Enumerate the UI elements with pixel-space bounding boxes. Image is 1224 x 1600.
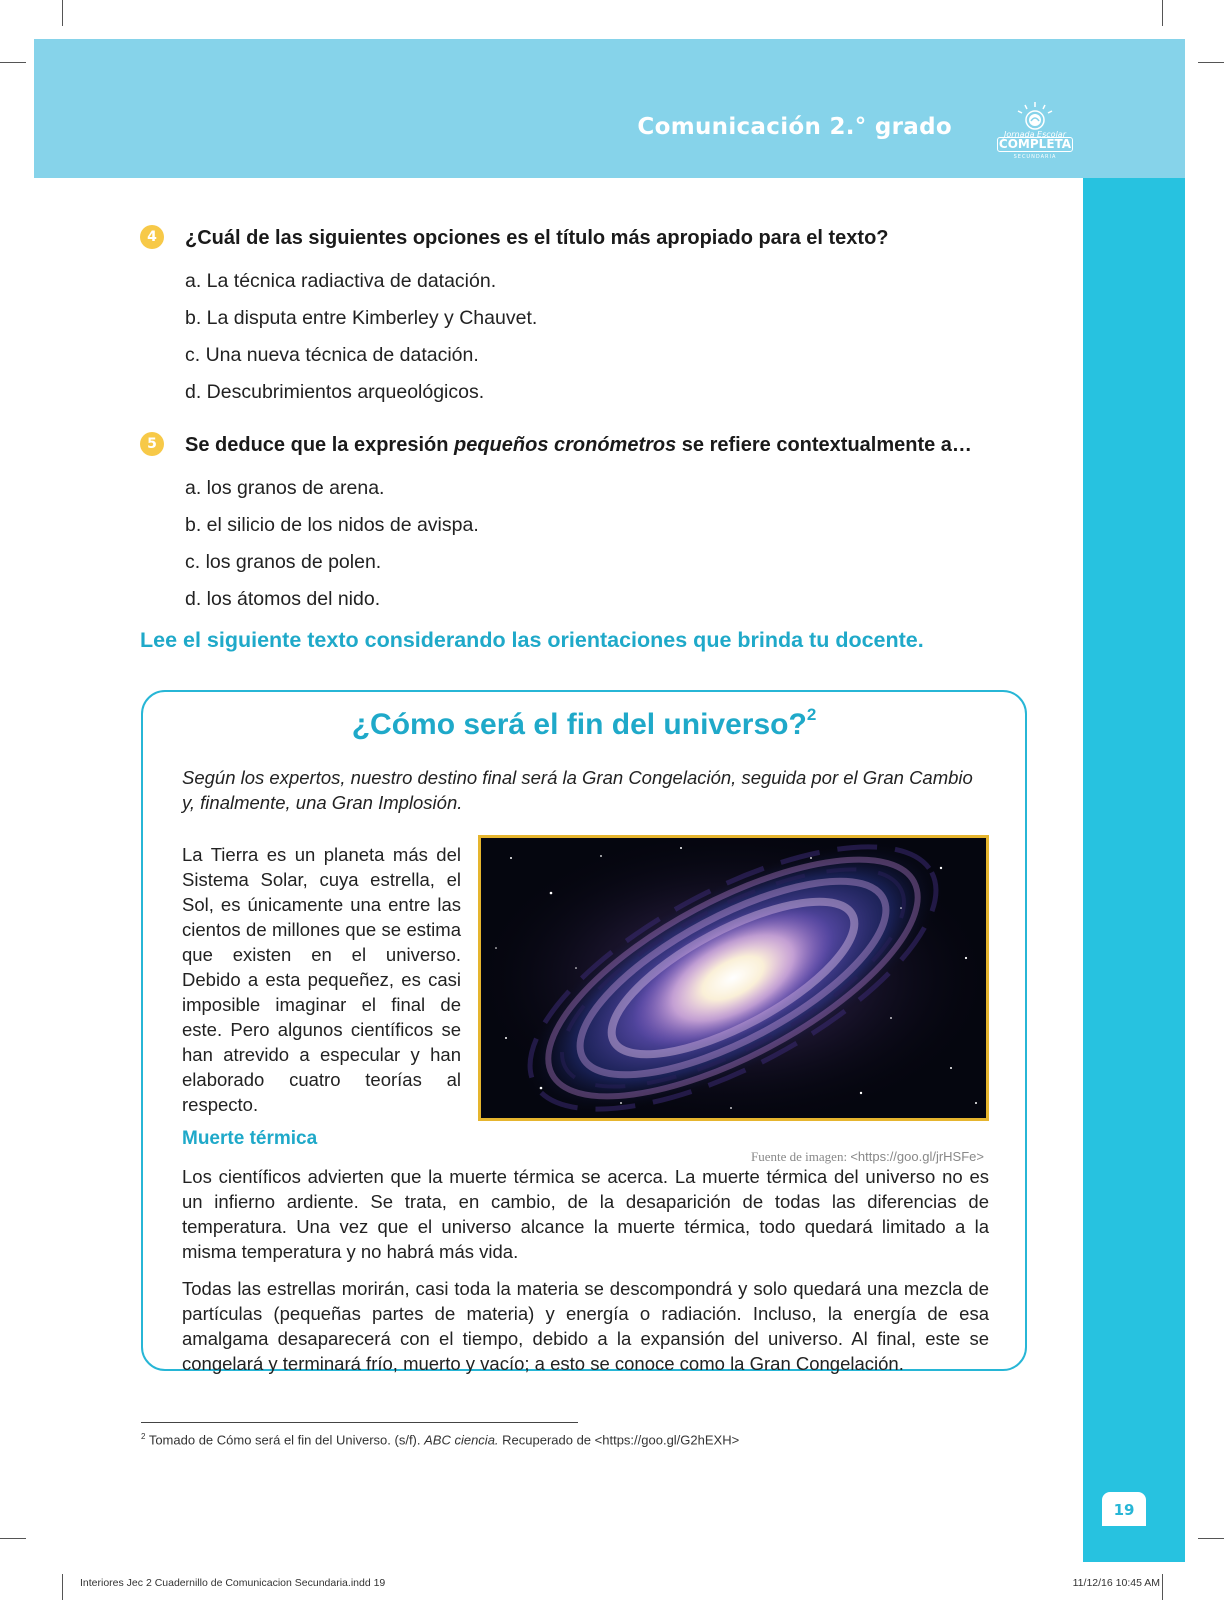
crop-mark bbox=[0, 1538, 26, 1539]
print-slug-left: Interiores Jec 2 Cuadernillo de Comunicacion Secundaria.indd 19 bbox=[80, 1577, 386, 1589]
option-d: d. Descubrimientos arqueológicos. bbox=[185, 381, 485, 403]
print-slug-right: 11/12/16 10:45 AM bbox=[1072, 1577, 1160, 1589]
footnote bbox=[141, 1432, 739, 1447]
paragraph-1: La Tierra es un planeta más del Sistema Solar, cuya estrella, el Sol, es únicamente una entre las cientos de millones que se estima que existen en el universo. Debido a esta pequeñez, es casi imposible imaginar el final de este. Pero algunos científicos se han atrevido a especular y han elaborado cuatro teorías al respecto. bbox=[182, 844, 461, 1115]
option-b: b. el silicio de los nidos de avispa. bbox=[185, 514, 479, 536]
header-title: Comunicación 2.° grado bbox=[637, 114, 952, 140]
question-number-badge: 5 bbox=[140, 432, 164, 456]
image-source-label: Fuente de imagen: bbox=[751, 1149, 851, 1164]
crop-mark bbox=[0, 62, 26, 63]
option-a: a. los granos de arena. bbox=[185, 477, 385, 499]
question-text: ¿Cuál de las siguientes opciones es el título más apropiado para el texto? bbox=[185, 227, 889, 249]
option-c: c. Una nueva técnica de datación. bbox=[185, 344, 479, 366]
option-list bbox=[185, 263, 537, 411]
option-list bbox=[185, 470, 479, 618]
footnote-marker: 2 bbox=[141, 1432, 146, 1441]
reading-title-text: ¿Cómo será el fin del universo? bbox=[351, 708, 807, 741]
reading-lead: Según los expertos, nuestro destino final será la Gran Congelación, seguida por el Gran Cambio y, finalmente, una Gran Implosión. bbox=[182, 767, 973, 813]
page-number: 19 bbox=[1102, 1492, 1146, 1526]
question-text bbox=[185, 434, 972, 457]
image-source-url: <https://goo.gl/jrHSFe> bbox=[850, 1149, 984, 1164]
footnote-divider bbox=[141, 1422, 578, 1423]
crop-mark bbox=[1198, 62, 1224, 63]
option-a: a. La técnica radiactiva de datación. bbox=[185, 270, 497, 292]
galaxy-illustration bbox=[481, 838, 986, 1118]
image-source bbox=[751, 1149, 984, 1165]
crop-mark bbox=[1162, 0, 1163, 26]
question-text-end: se refiere contextualmente a… bbox=[676, 434, 972, 456]
footnote-text-end: Recuperado de <https://goo.gl/G2hEXH> bbox=[498, 1432, 740, 1448]
option-d: d. los átomos del nido. bbox=[185, 588, 381, 610]
reading-instruction: Lee el siguiente texto considerando las orientaciones que brinda tu docente. bbox=[140, 628, 924, 652]
paragraph-2: Los científicos advierten que la muerte térmica se acerca. La muerte térmica del universo no es un infierno ardiente. Se trata, en cambio, de la desaparición de todas las diferencias de temperatura. Una vez que el universo alcance la muerte térmica, todo quedará limitado a la misma temperatura y no habrá más vida. bbox=[182, 1166, 989, 1262]
crop-mark bbox=[1198, 1538, 1224, 1539]
footnote-ref: 2 bbox=[806, 705, 817, 724]
crop-mark bbox=[1162, 1574, 1163, 1600]
sun-logo-icon bbox=[995, 100, 1075, 134]
logo-text-top: Jornada Escolar bbox=[1004, 130, 1066, 139]
question-number-badge: 4 bbox=[140, 225, 164, 249]
question-text-italic: pequeños cronómetros bbox=[453, 434, 677, 456]
reading-title bbox=[141, 705, 1027, 742]
jornada-completa-logo bbox=[995, 100, 1075, 162]
logo-text-main: COMPLETA bbox=[998, 137, 1072, 151]
crop-mark bbox=[62, 0, 63, 26]
option-b: b. La disputa entre Kimberley y Chauvet. bbox=[185, 307, 538, 329]
galaxy-image bbox=[478, 835, 989, 1121]
footnote-text-italic: ABC ciencia. bbox=[424, 1432, 499, 1448]
option-c: c. los granos de polen. bbox=[185, 551, 382, 573]
side-band bbox=[1083, 178, 1185, 1562]
question-text-start: Se deduce que la expresión bbox=[185, 434, 454, 456]
crop-mark bbox=[62, 1574, 63, 1600]
footnote-text-start: Tomado de Cómo será el fin del Universo. (s/f). bbox=[145, 1432, 425, 1448]
logo-text-bottom: SECUNDARIA bbox=[1013, 154, 1057, 160]
section-heading: Muerte térmica bbox=[182, 1128, 318, 1149]
paragraph-3: Todas las estrellas morirán, casi toda la materia se descompondrá y solo quedará una mezcla de partículas (pequeñas partes de materia) y energía o radiación. Incluso, la energía de esa amalgama desaparecerá con el tiempo, debido a la expansión del universo. Al final, este se congelará y terminará frío, muerto y vacío; a esto se conoce como la Gran Congelación. bbox=[182, 1278, 989, 1374]
